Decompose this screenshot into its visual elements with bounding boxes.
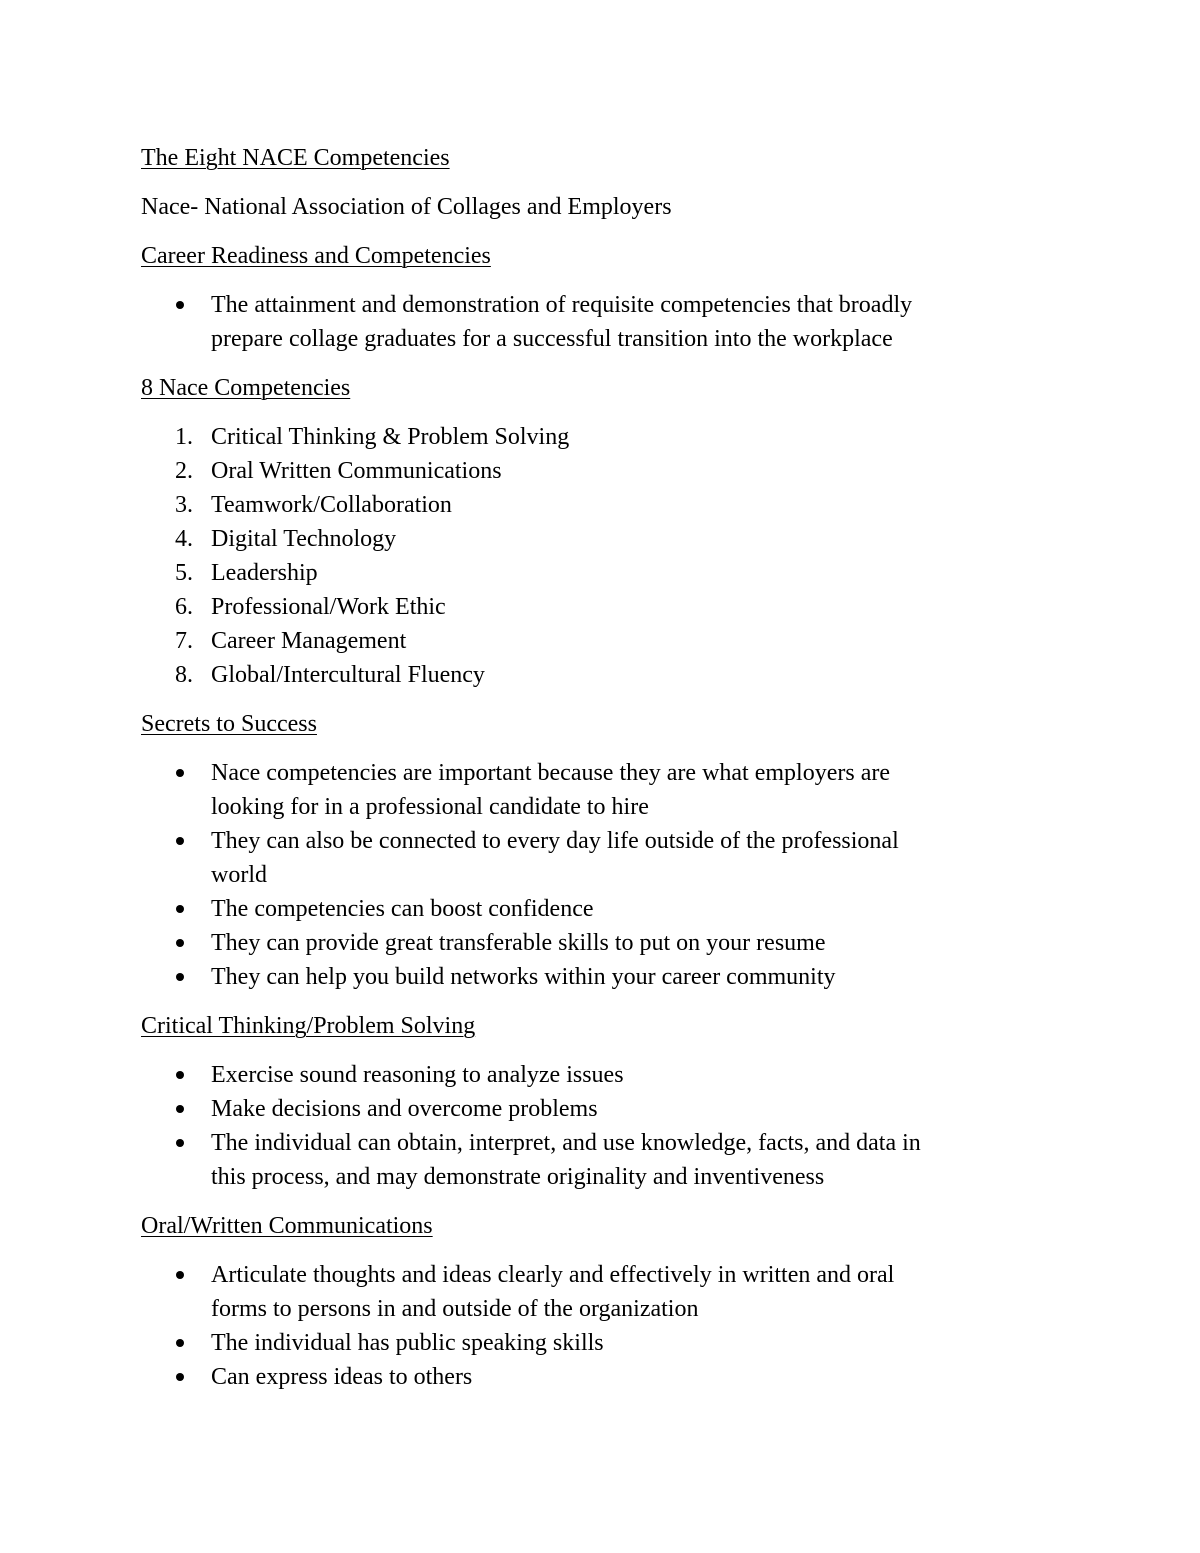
list-item (141, 1126, 1041, 1194)
list-item-line: They can help you build networks within your career community (211, 964, 836, 990)
list-item-text: Career Management (211, 628, 407, 654)
list-item-text: Oral Written Communications (211, 458, 502, 484)
list-number: 4. (175, 526, 193, 552)
list-item (141, 488, 1041, 522)
list-item-line: The individual has public speaking skills (211, 1330, 604, 1356)
list-item (141, 658, 1041, 692)
career-readiness-list (141, 288, 1041, 356)
list-item-line: The individual can obtain, interpret, and use knowledge, facts, and data in (211, 1130, 921, 1156)
list-item-line: The attainment and demonstration of requisite competencies that broadly (211, 292, 913, 318)
list-item-line: Can express ideas to others (211, 1364, 473, 1390)
document-body (141, 141, 1041, 1409)
communications-list (141, 1258, 1041, 1394)
list-item (141, 824, 1041, 892)
section-heading-career-readiness: Career Readiness and Competencies (141, 243, 491, 269)
list-item (141, 420, 1041, 454)
competencies-numbered-list (141, 420, 1041, 692)
list-item-line: Articulate thoughts and ideas clearly and effectively in written and oral (211, 1262, 895, 1288)
list-item-line: They can also be connected to every day life outside of the professional (211, 828, 899, 854)
list-item (141, 756, 1041, 824)
list-item-line: world (211, 862, 267, 888)
critical-thinking-list (141, 1058, 1041, 1194)
list-item-line: prepare collage graduates for a successful transition into the workplace (211, 326, 893, 352)
list-item-text: Critical Thinking & Problem Solving (211, 424, 570, 450)
list-number: 2. (175, 458, 193, 484)
list-item-text: Digital Technology (211, 526, 397, 552)
bullet-icon (176, 1373, 184, 1381)
secrets-list (141, 756, 1041, 994)
list-item (141, 1326, 1041, 1360)
list-item (141, 624, 1041, 658)
section-heading-secrets: Secrets to Success (141, 711, 317, 737)
list-item-text: Global/Intercultural Fluency (211, 662, 485, 688)
list-item (141, 892, 1041, 926)
bullet-icon (176, 905, 184, 913)
list-item (141, 522, 1041, 556)
list-number: 7. (175, 628, 193, 654)
list-item (141, 960, 1041, 994)
list-item-line: forms to persons in and outside of the organization (211, 1296, 699, 1322)
list-item (141, 288, 1041, 356)
list-item-line: looking for in a professional candidate to hire (211, 794, 649, 820)
document-subtitle: Nace- National Association of Collages and Employers (141, 194, 672, 220)
list-item-text: Professional/Work Ethic (211, 594, 446, 620)
bullet-icon (176, 1339, 184, 1347)
list-number: 5. (175, 560, 193, 586)
list-item-line: Nace competencies are important because they are what employers are (211, 760, 890, 786)
list-item-line: this process, and may demonstrate originality and inventiveness (211, 1164, 825, 1190)
list-item (141, 1058, 1041, 1092)
list-item-line: Make decisions and overcome problems (211, 1096, 598, 1122)
list-item-line: Exercise sound reasoning to analyze issues (211, 1062, 624, 1088)
list-item-line: They can provide great transferable skills to put on your resume (211, 930, 826, 956)
document-title: The Eight NACE Competencies (141, 145, 450, 171)
list-item (141, 1258, 1041, 1326)
bullet-icon (176, 1071, 184, 1079)
bullet-icon (176, 837, 184, 845)
list-item-text: Teamwork/Collaboration (211, 492, 452, 518)
list-item (141, 1092, 1041, 1126)
list-number: 1. (175, 424, 193, 450)
list-item (141, 454, 1041, 488)
section-heading-eight-competencies: 8 Nace Competencies (141, 375, 351, 401)
list-number: 6. (175, 594, 193, 620)
bullet-icon (176, 973, 184, 981)
bullet-icon (176, 1105, 184, 1113)
list-item (141, 556, 1041, 590)
list-number: 8. (175, 662, 193, 688)
list-item-line: The competencies can boost confidence (211, 896, 594, 922)
list-number: 3. (175, 492, 193, 518)
list-item (141, 926, 1041, 960)
list-item (141, 590, 1041, 624)
bullet-icon (176, 301, 184, 309)
section-heading-communications: Oral/Written Communications (141, 1213, 433, 1239)
bullet-icon (176, 1271, 184, 1279)
bullet-icon (176, 1139, 184, 1147)
section-heading-critical-thinking: Critical Thinking/Problem Solving (141, 1013, 476, 1039)
bullet-icon (176, 939, 184, 947)
bullet-icon (176, 769, 184, 777)
list-item-text: Leadership (211, 560, 318, 586)
list-item (141, 1360, 1041, 1394)
